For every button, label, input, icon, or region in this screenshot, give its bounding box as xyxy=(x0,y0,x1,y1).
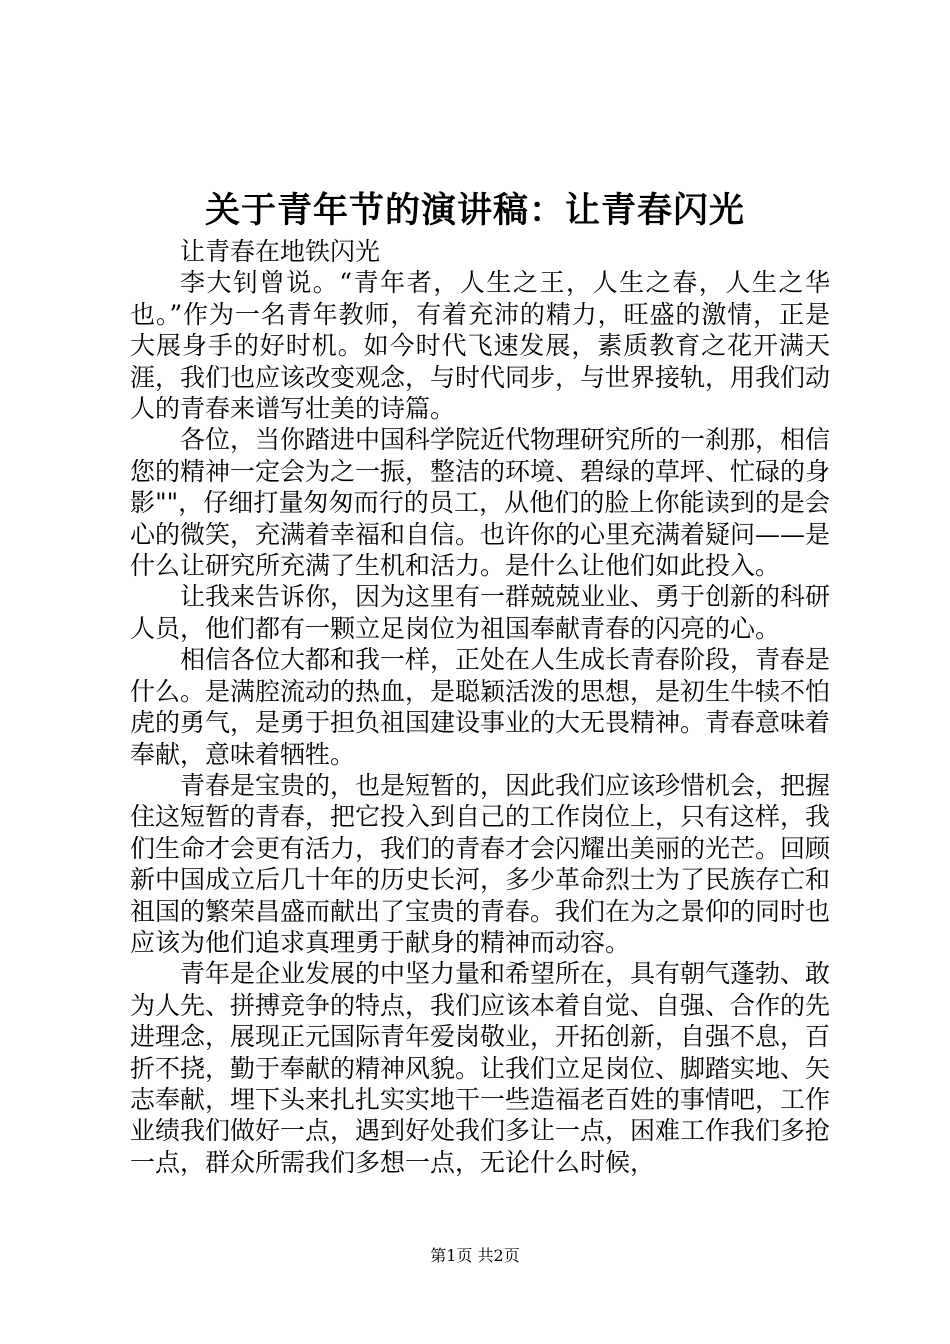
document-title: 关于青年节的演讲稿：让青春闪光 xyxy=(204,190,745,231)
paragraph: 各位，当你踏进中国科学院近代物理研究所的一刹那，相信您的精神一定会为之一振，整洁的环境、碧绿的草坪、忙碌的身影""，仔细打量匆匆而行的员工，从他们的脸上你能读到的是会心的微笑，充满着幸福和自信。也许你的心里充满着疑问——是什么让研究所充满了生机和活力。是什么让他们如此投入。 xyxy=(130,425,831,581)
paragraph: 青年是企业发展的中坚力量和希望所在，具有朝气蓬勃、敢为人先、拼搏竞争的特点，我们应该本着自觉、自强、合作的先进理念，展现正元国际青年爱岗敬业，开拓创新，自强不息，百折不挠，勤于奉献的精神风貌。让我们立足岗位、脚踏实地、矢志奉献，埋下头来扎扎实实地干一些造福老百姓的事情吧，工作业绩我们做好一点，遇到好处我们多让一点，困难工作我们多抢一点，群众所需我们多想一点，无论什么时候， xyxy=(130,959,831,1177)
paragraph: 相信各位大都和我一样，正处在人生成长青春阶段，青春是什么。是满腔流动的热血，是聪颖活泼的思想，是初生牛犊不怕虎的勇气，是勇于担负祖国建设事业的大无畏精神。青春意味着奉献，意味着牺牲。 xyxy=(130,645,831,769)
paragraph: 让我来告诉你，因为这里有一群兢兢业业、勇于创新的科研人员，他们都有一颗立足岗位为祖国奉献青春的闪亮的心。 xyxy=(130,582,831,643)
document-body xyxy=(130,236,830,1178)
paragraph: 让青春在地铁闪光 xyxy=(180,237,381,266)
paragraph: 青春是宝贵的，也是短暂的，因此我们应该珍惜机会，把握住这短暂的青春，把它投入到自己的工作岗位上，只有这样，我们生命才会更有活力，我们的青春才会闪耀出美丽的光芒。回顾新中国成立后几十年的历史长河，多少革命烈士为了民族存亡和祖国的繁荣昌盛而献出了宝贵的青春。我们在为之景仰的同时也应该为他们追求真理勇于献身的精神而动容。 xyxy=(130,770,831,957)
page-number-footer: 第1页 共2页 xyxy=(430,1246,520,1265)
paragraph: 李大钊曾说。“青年者，人生之王，人生之春，人生之华也。”作为一名青年教师，有着充沛的精力，旺盛的激情，正是大展身手的好时机。如今时代飞速发展，素质教育之花开满天涯，我们也应该改变观念，与时代同步，与世界接轨，用我们动人的青春来谱写壮美的诗篇。 xyxy=(130,268,831,424)
